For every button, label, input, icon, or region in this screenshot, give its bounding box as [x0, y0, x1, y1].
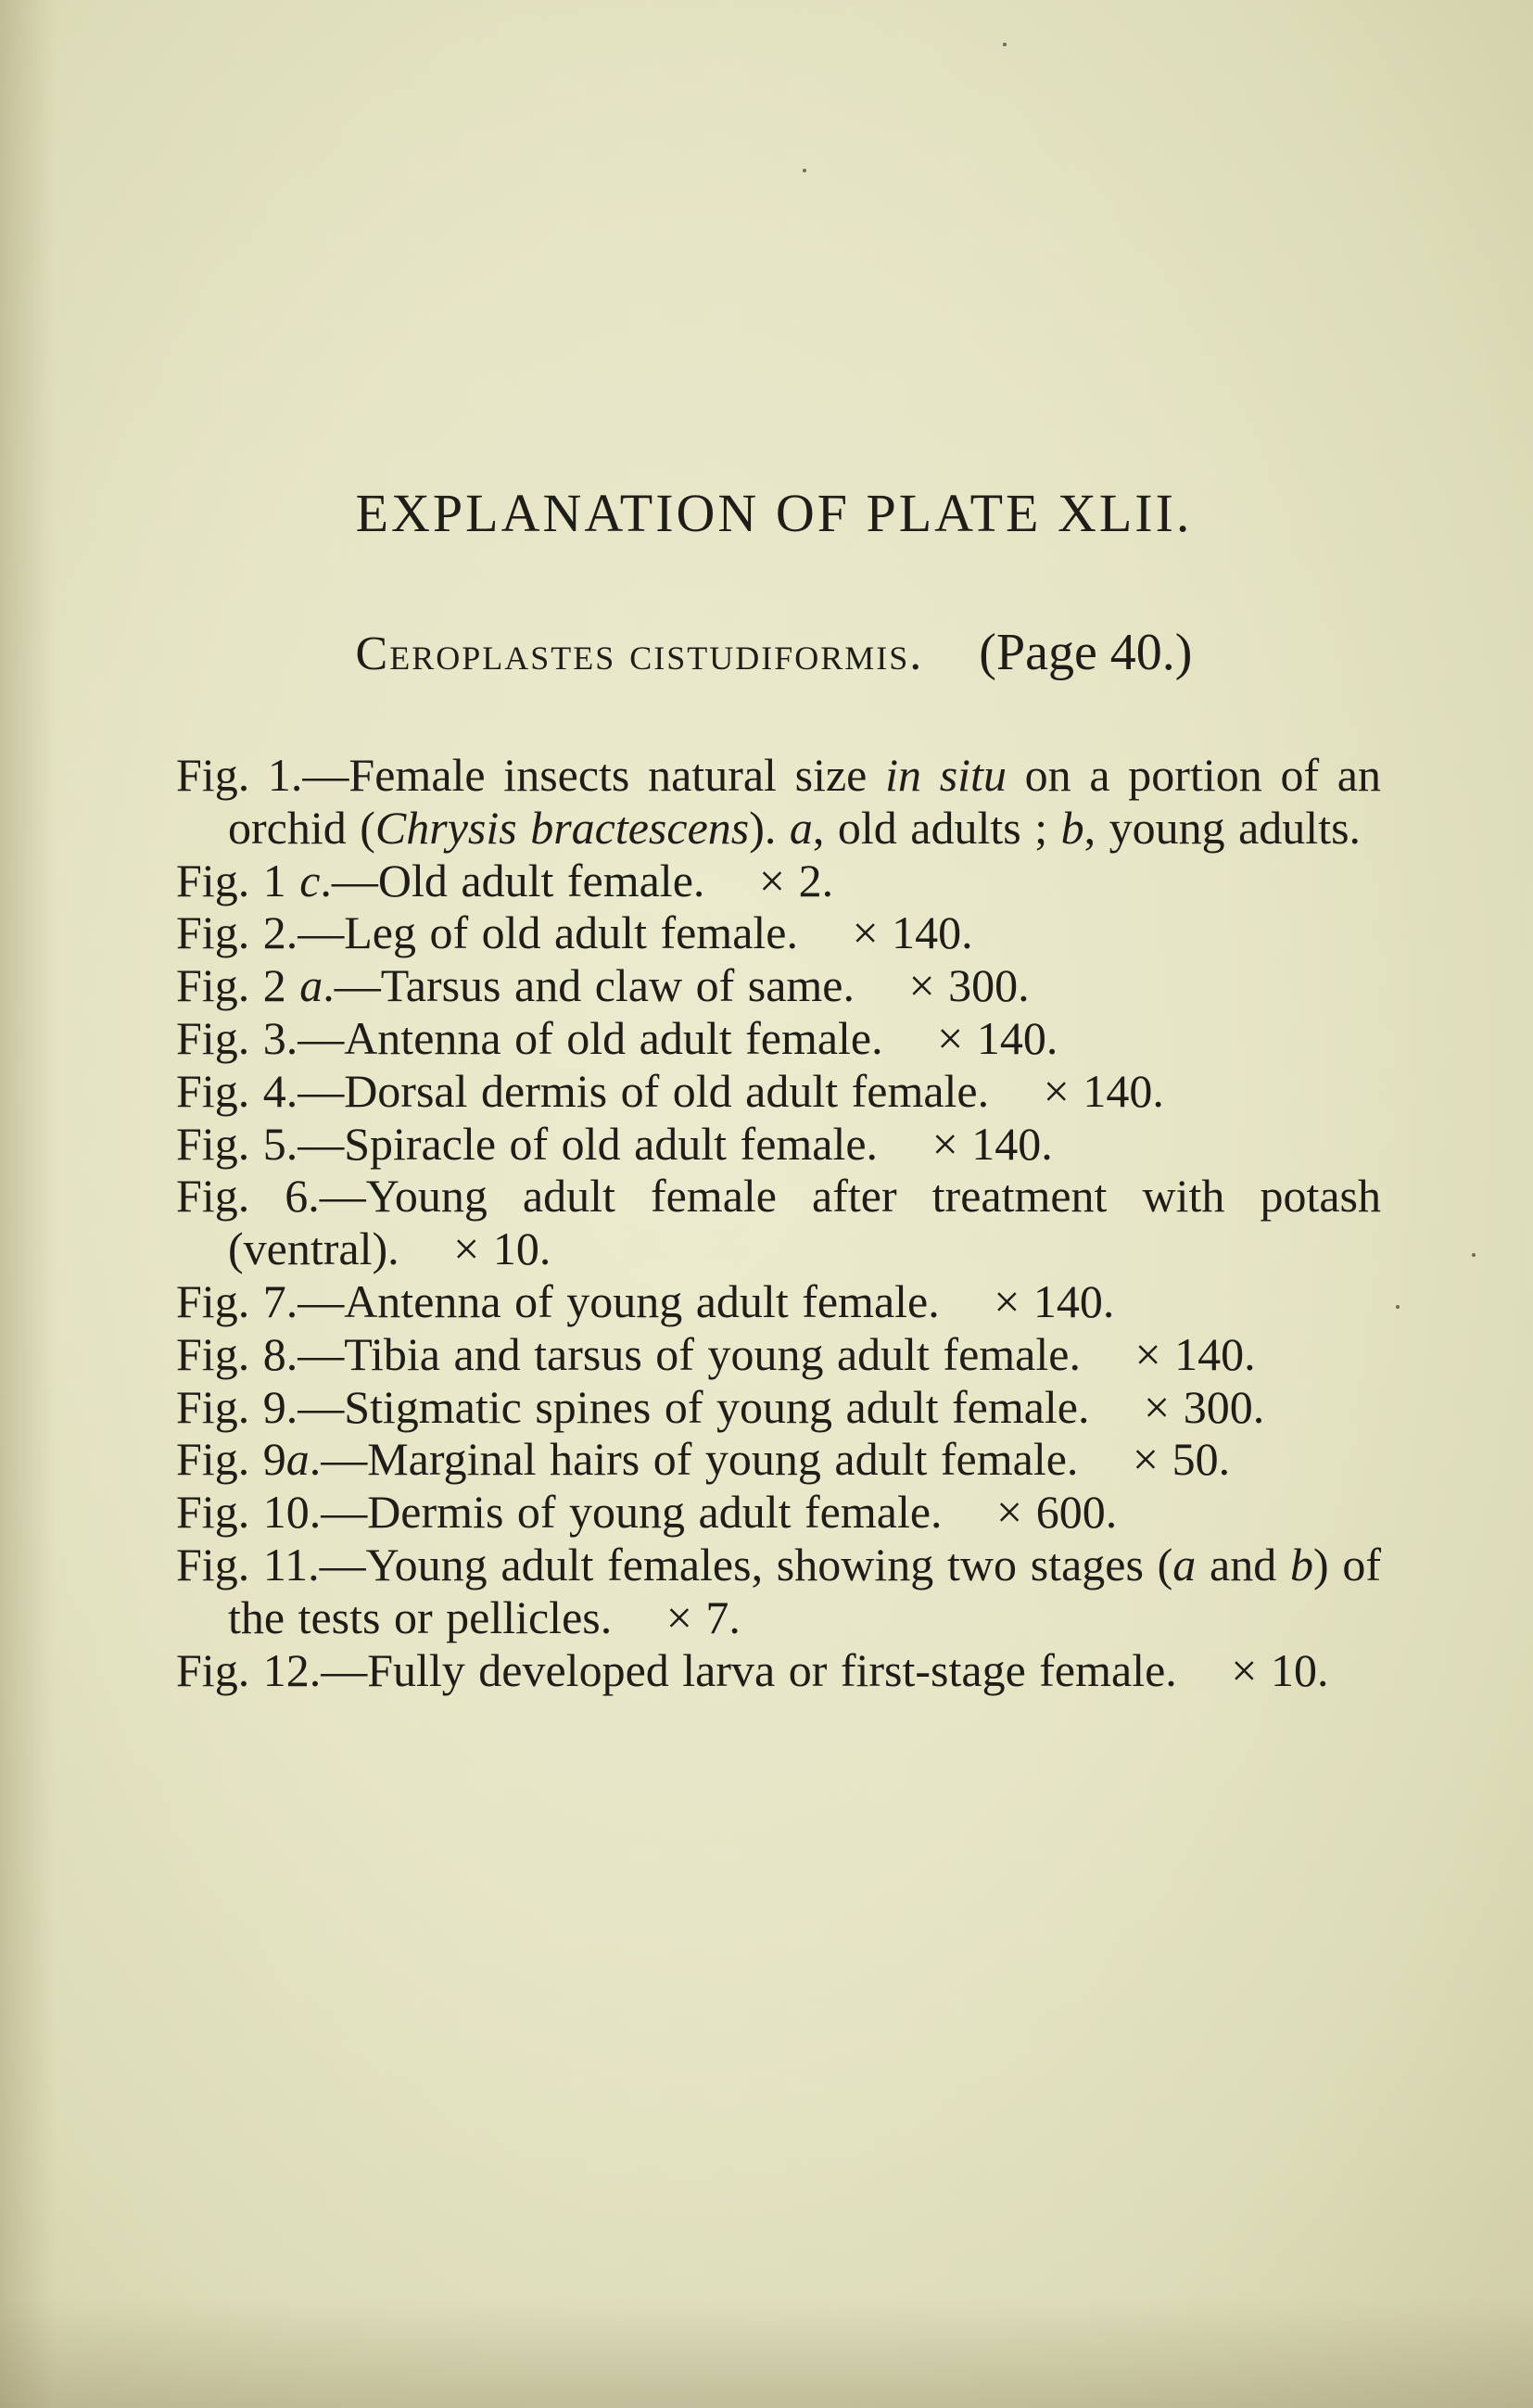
figure-entry [176, 855, 1381, 907]
figure-number: Fig. 11. [176, 1538, 320, 1591]
figure-entry [176, 1275, 1381, 1328]
magnification: × 140. [852, 906, 973, 959]
description-text: —Dorsal dermis of old adult female. [298, 1064, 990, 1117]
figure-number: Fig. 3. [176, 1011, 298, 1064]
italic-text: Chrysis bractescens [374, 801, 750, 854]
figure-entry [176, 1328, 1381, 1381]
description-text: on a portion of an orchid ( [228, 749, 1382, 854]
italic-text: b [1289, 1538, 1313, 1591]
figure-entry [176, 1644, 1381, 1697]
figure-number: Fig. 8. [176, 1327, 298, 1380]
italic-text: a [789, 801, 813, 854]
figure-number: Fig. 10. [176, 1486, 322, 1539]
figure-entry [176, 1170, 1381, 1275]
italic-text: b [1060, 801, 1084, 854]
figure-entry [176, 906, 1381, 959]
figure-number: Fig. 7. [176, 1274, 298, 1327]
italic-text: in situ [885, 749, 1007, 801]
figure-entry [176, 959, 1381, 1012]
figure-number: Fig. 4. [176, 1064, 298, 1117]
figure-explanations [176, 749, 1381, 1696]
paper-speck [1396, 1305, 1400, 1309]
magnification: × 10. [1231, 1643, 1329, 1696]
species-name: Ceroplastes cistudiformis. [355, 627, 924, 680]
description-text: —Antenna of young adult female. [298, 1274, 940, 1327]
magnification: × 140. [994, 1274, 1115, 1327]
figure-number: Fig. 9. [176, 1380, 298, 1433]
description-text: , old adults ; [812, 801, 1061, 854]
description-text: ). [749, 801, 790, 854]
magnification: × 300. [1144, 1380, 1265, 1433]
figure-entry [176, 1012, 1381, 1065]
figure-entry [176, 1118, 1381, 1171]
figure-number: Fig. 2. [176, 906, 298, 959]
description-text: —Young adult females, showing two stages ( [319, 1538, 1173, 1591]
italic-text: a [285, 1433, 310, 1486]
figure-number: Fig. 9 [176, 1433, 286, 1486]
italic-text: c [299, 854, 321, 906]
figure-entry [176, 1065, 1381, 1118]
magnification: × 140. [931, 1117, 1053, 1170]
magnification: × 300. [908, 959, 1030, 1012]
magnification: × 140. [1134, 1327, 1256, 1380]
plate-subtitle [0, 623, 1533, 682]
figure-number: Fig. 12. [176, 1643, 322, 1696]
figure-entry [176, 749, 1381, 855]
plate-title: EXPLANATION OF PLATE XLII. [355, 483, 1193, 543]
figure-entry [176, 1486, 1381, 1539]
italic-text: a [299, 959, 323, 1012]
magnification: × 7. [665, 1591, 741, 1643]
figure-number: Fig. 5. [176, 1117, 298, 1170]
magnification: × 50. [1132, 1433, 1231, 1486]
description-text: ) of the tests or pellicles. [228, 1538, 1381, 1643]
figure-number: Fig. 1. [176, 749, 303, 801]
magnification: × 2. [758, 854, 834, 906]
description-text: —Dermis of young adult female. [321, 1486, 943, 1539]
description-text: —Fully developed larva or first-stage female. [321, 1643, 1177, 1696]
description-text: —Female insects natural size [302, 749, 886, 801]
description-text: , young adults. [1083, 801, 1362, 854]
description-text: —Young adult female after treatment with potash (ventral). [228, 1170, 1381, 1275]
description-text: and [1196, 1538, 1290, 1591]
figure-entry [176, 1433, 1381, 1486]
magnification: × 140. [937, 1011, 1058, 1064]
figure-number: Fig. 1 [176, 854, 300, 906]
description-text: —Leg of old adult female. [298, 906, 798, 959]
italic-text: a [1172, 1538, 1197, 1591]
description-text: —Tibia and tarsus of young adult female. [298, 1327, 1081, 1380]
page-edge-shadow-left [0, 0, 56, 2408]
magnification: × 140. [1043, 1064, 1164, 1117]
page-edge-shadow-bottom [0, 2297, 1533, 2408]
magnification: × 10. [453, 1223, 551, 1275]
figure-entry [176, 1381, 1381, 1434]
figure-entry [176, 1539, 1381, 1644]
description-text: —Stigmatic spines of young adult female. [298, 1380, 1090, 1433]
magnification: × 600. [996, 1486, 1118, 1539]
description-text: .—Marginal hairs of young adult female. [309, 1433, 1079, 1486]
description-text: .—Tarsus and claw of same. [323, 959, 855, 1012]
description-text: —Spiracle of old adult female. [298, 1117, 879, 1170]
paper-speck [803, 169, 806, 172]
figure-number: Fig. 6. [176, 1170, 320, 1223]
page-reference: (Page 40.) [979, 624, 1193, 681]
paper-speck [1472, 1253, 1476, 1257]
figure-number: Fig. 2 [176, 959, 300, 1012]
description-text: —Antenna of old adult female. [298, 1011, 883, 1064]
paper-speck [1003, 43, 1007, 46]
description-text: .—Old adult female. [320, 854, 705, 906]
